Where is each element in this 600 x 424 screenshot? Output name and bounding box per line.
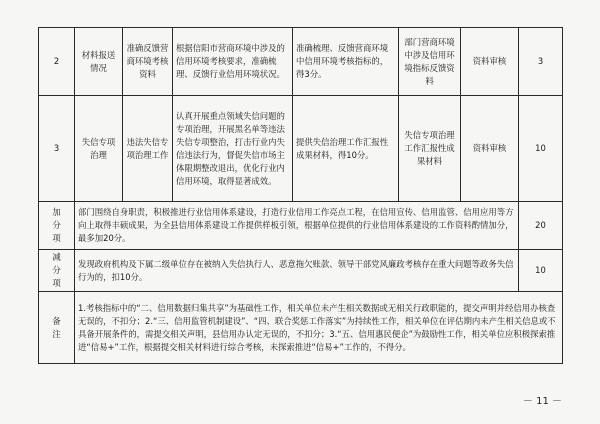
remark-label: 备 注 (39, 292, 75, 364)
assessment-table (38, 27, 563, 364)
item-name: 材料报送情况 (75, 28, 123, 96)
bonus-score: 20 (519, 202, 563, 250)
deduct-score: 10 (519, 250, 563, 292)
score-cell: 10 (519, 96, 563, 202)
deduct-row (39, 250, 563, 292)
standard-cell: 提供失信治理工作汇报性成果材料，得10分。 (293, 96, 399, 202)
table-row (39, 28, 563, 96)
remark-row (39, 292, 563, 364)
deduct-text: 发现政府机构及下属二级单位存在被纳入失信执行人、恶意拖欠账款、领导干部党风廉政考核存在重大问题等政务失信行为的，扣10分。 (75, 250, 519, 292)
content-cell: 认真开展重点领域失信问题的专项治理，开展黑名单等违法失信专项整治，打击行业内失信违法行为，督促失信市场主体限期整改退出，优化行业内信用环境，取得显著成效。 (173, 96, 293, 202)
remark-text: 1.考核指标中的“二、信用数据归集共享”为基础性工作，相关单位未产生相关数据或无相关行政职能的，提交声明并经信用办核查无误的，不扣分；2.“三、信用监管机制建设”、“四、联合奖惩工作落实”为持续性工作，相关单位在评估期内未产生相关信息或不具备开展条件的，需提交相关声明，县信用办认定无误的，不扣分；3.“五、信用惠民便企”为鼓励性工作，相关单位应积极探索推进“信易+”工作，根据提交相关材料进行综合考核，未探索推进“信易+”工作的，不得分。 (75, 292, 563, 364)
row-number: 3 (39, 96, 75, 202)
method-cell: 资料审核 (461, 28, 519, 96)
sub-item: 准确反馈营商环境考核资料 (123, 28, 173, 96)
content-cell: 根据信阳市营商环境中涉及的信用环境考核要求，准确梳理、反馈行业信用环境状况。 (173, 28, 293, 96)
bonus-row (39, 202, 563, 250)
deduct-label: 减 分 项 (39, 250, 75, 292)
material-cell: 失信专项治理工作汇报性成果材料 (399, 96, 461, 202)
page-number: － 11 － (522, 396, 562, 407)
table-row (39, 96, 563, 202)
standard-cell: 准确梳理、反馈营商环境中信用环境考核指标的，得3分。 (293, 28, 399, 96)
sub-item: 违法失信专项治理工作 (123, 96, 173, 202)
row-number: 2 (39, 28, 75, 96)
item-name: 失信专项治理 (75, 96, 123, 202)
material-cell: 部门营商环境中涉及信用环境指标反馈资料 (399, 28, 461, 96)
bonus-label: 加 分 项 (39, 202, 75, 250)
method-cell: 资料审核 (461, 96, 519, 202)
score-cell: 3 (519, 28, 563, 96)
bonus-text: 部门围绕自身职责，积极推进行业信用体系建设，打造行业信用工作亮点工程，在信用宣传、信用监管、信用应用等方向上取得丰硕成果，为全县信用体系建设工作提供样板引领，根据单位提供的行业信用体系建设的工作资料酌情加分，最多加20分。 (75, 202, 519, 250)
